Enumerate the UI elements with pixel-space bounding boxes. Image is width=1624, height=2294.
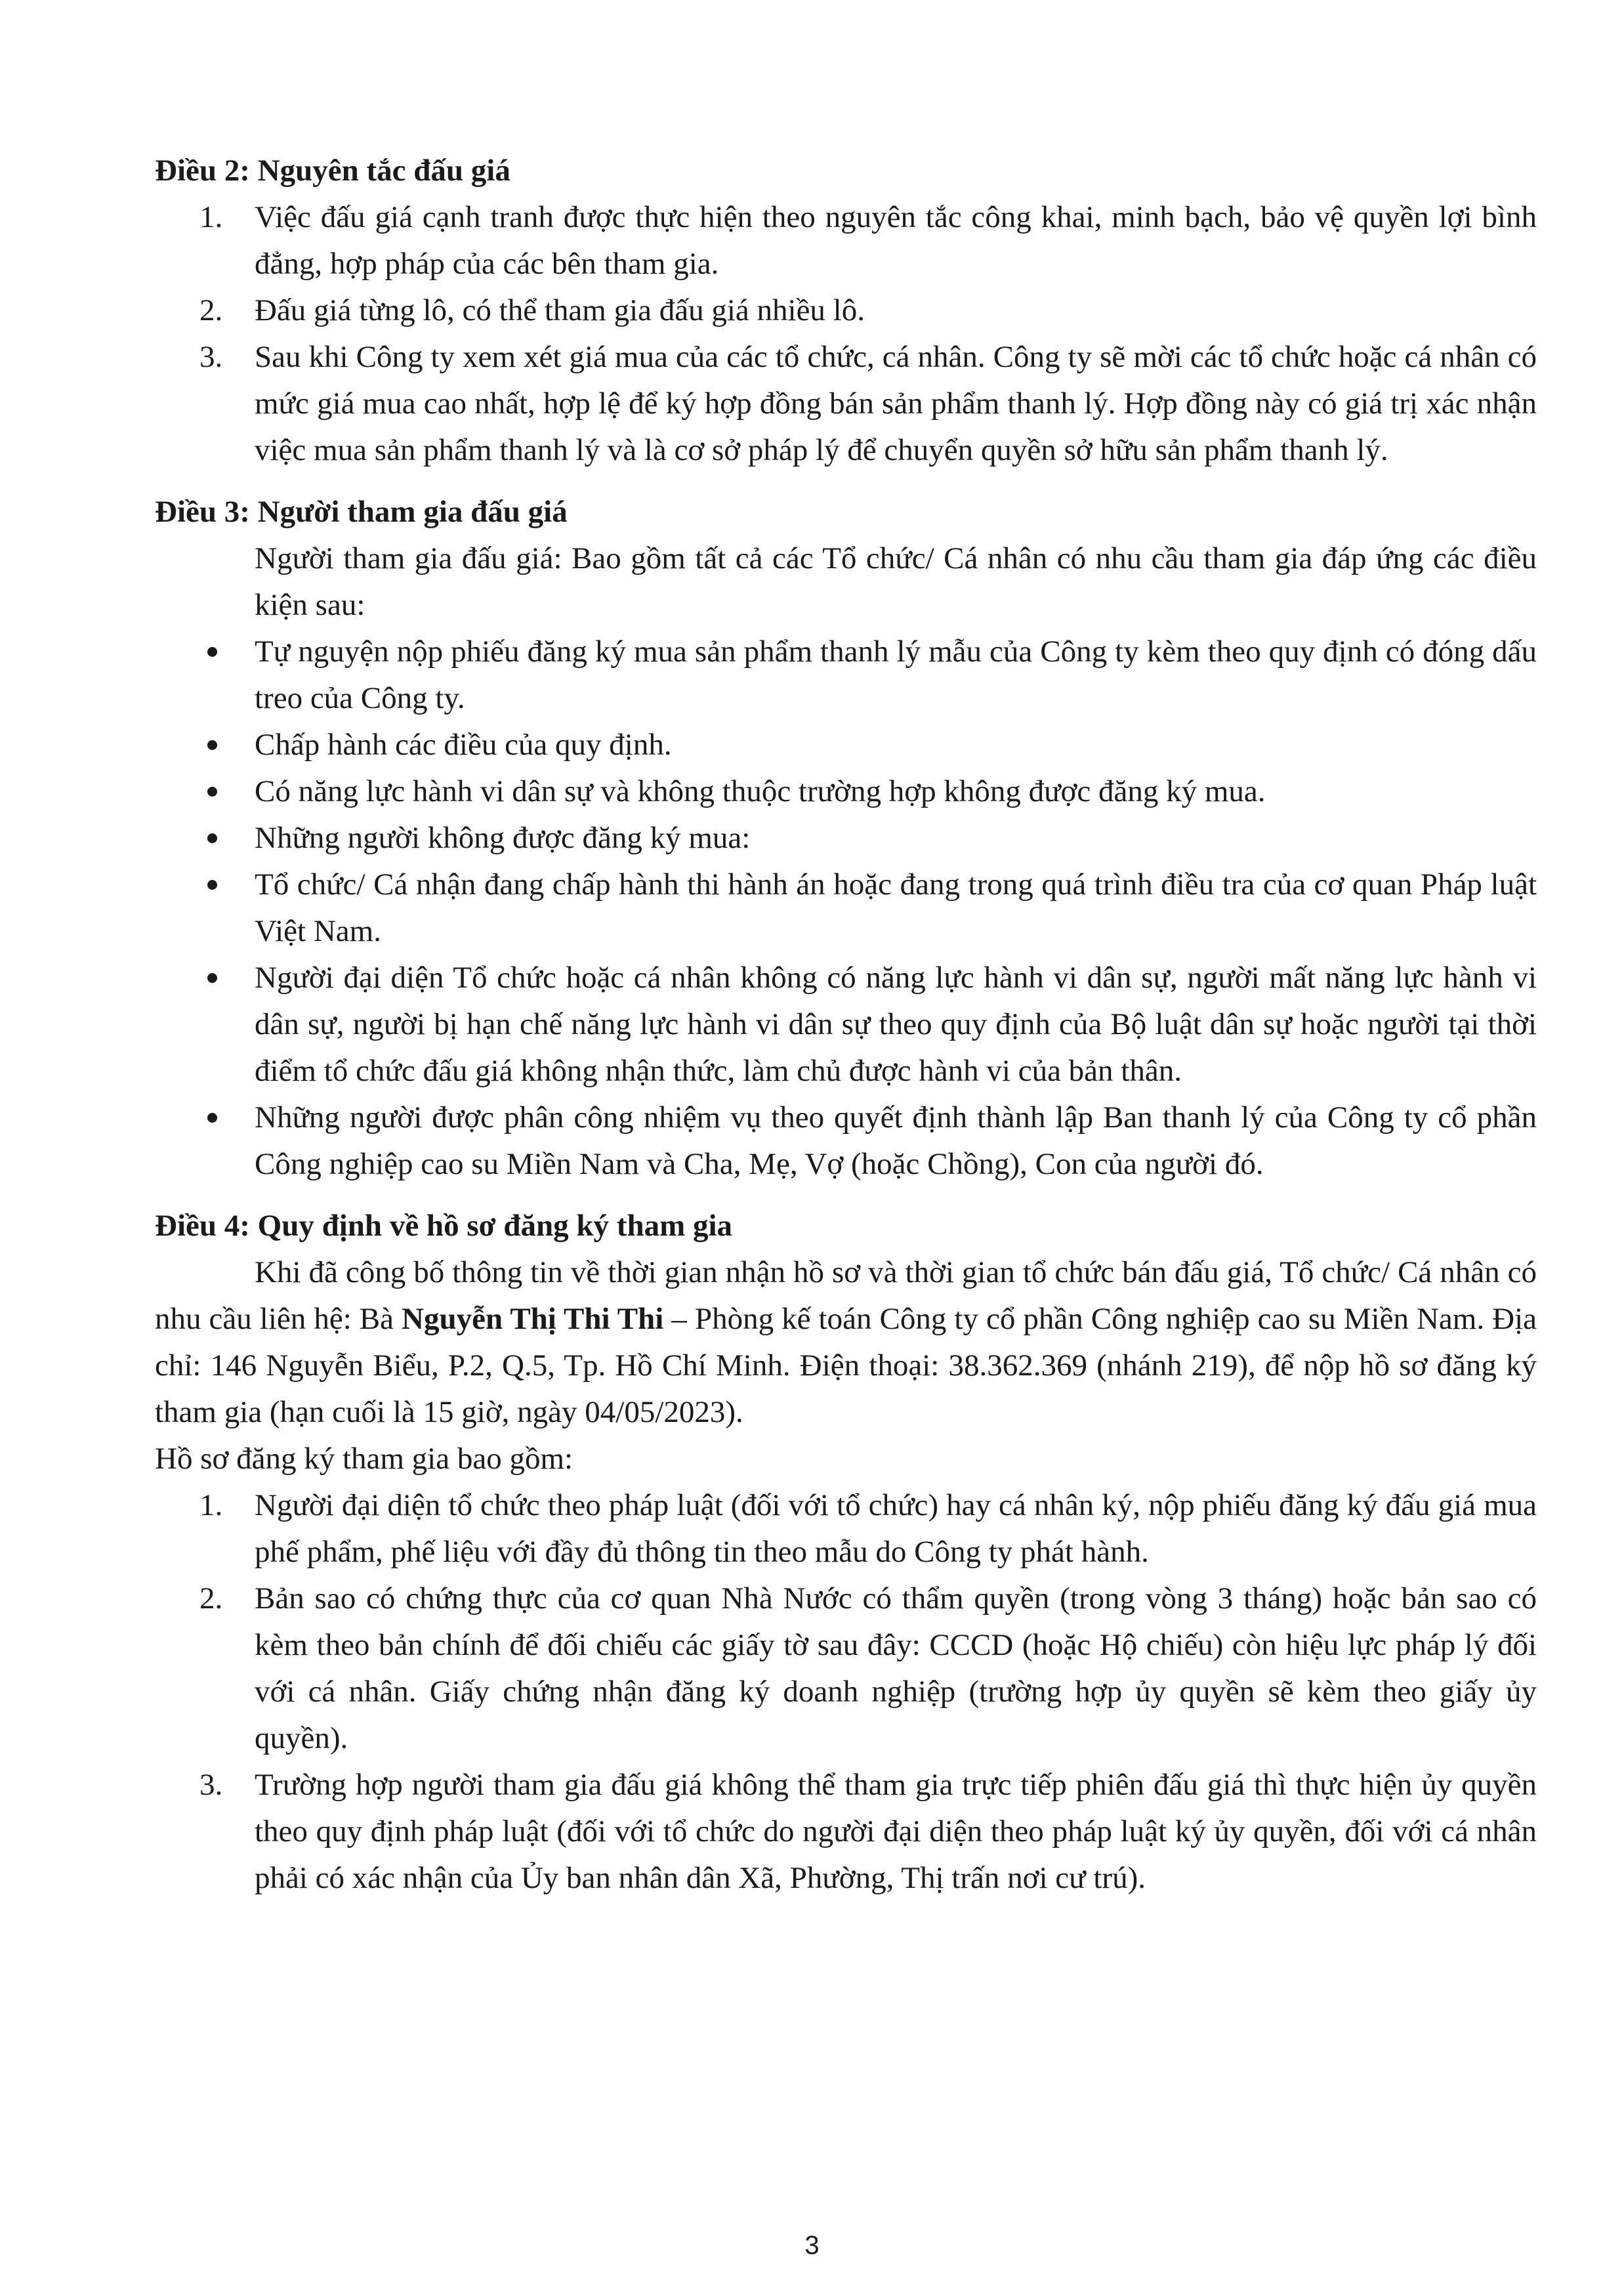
bullet-item xyxy=(155,815,1537,862)
article-4-item xyxy=(155,1482,1537,1575)
item-number: 1. xyxy=(199,200,223,234)
bullet-text: Có năng lực hành vi dân sự và không thuộc trường hợp không được đăng ký mua. xyxy=(255,774,1266,808)
article-2-item xyxy=(155,334,1537,474)
bullet-text: Những người không được đăng ký mua: xyxy=(255,821,751,855)
article-3-heading: Điều 3: Người tham gia đấu giá xyxy=(155,495,568,529)
page-content xyxy=(155,148,1537,1902)
bullet-text: Tự nguyện nộp phiếu đăng ký mua sản phẩm thanh lý mẫu của Công ty kèm theo quy định có đóng dấu treo của Công ty. xyxy=(255,635,1537,715)
article-2-item xyxy=(155,287,1537,334)
bullet-text: Tổ chức/ Cá nhận đang chấp hành thi hành án hoặc đang trong quá trình điều tra của cơ quan Pháp luật Việt Nam. xyxy=(255,867,1537,948)
article-4-heading: Điều 4: Quy định về hồ sơ đăng ký tham gia xyxy=(155,1209,733,1243)
article-4-subintro: Hồ sơ đăng ký tham gia bao gồm: xyxy=(155,1442,573,1476)
item-text: Người đại diện tổ chức theo pháp luật (đối với tổ chức) hay cá nhân ký, nộp phiếu đăng ký đấu giá mua phế phẩm, phế liệu với đầy đủ thông tin theo mẫu do Công ty phát hành. xyxy=(255,1488,1537,1569)
bullet-item xyxy=(155,722,1537,768)
article-4-list xyxy=(155,1482,1537,1902)
article-4-item xyxy=(155,1762,1537,1902)
article-2-heading: Điều 2: Nguyên tắc đấu giá xyxy=(155,154,510,188)
contact-name: Nguyễn Thị Thi Thi xyxy=(402,1302,664,1336)
item-number: 3. xyxy=(199,340,223,374)
bullet-item xyxy=(155,1095,1537,1188)
bullet-text: Những người được phân công nhiệm vụ theo quyết định thành lập Ban thanh lý của Công ty cổ phần Công nghiệp cao su Miền Nam và Cha, Mẹ, Vợ (hoặc Chồng), Con của người đó. xyxy=(255,1100,1537,1181)
bullet-icon xyxy=(207,973,217,983)
bullet-icon xyxy=(207,880,217,890)
paragraph-text: Khi đã công bố thông tin về thời gian nhận hồ sơ và thời gian tổ chức bán đấu giá, Tổ chức/ Cá nhân có nhu cầu liên hệ: Bà xyxy=(155,1255,1537,1336)
item-text: Trường hợp người tham gia đấu giá không thể tham gia trực tiếp phiên đấu giá thì thực hiện ủy quyền theo quy định pháp luật (đối với tổ chức do người đại diện theo pháp luật ký ủy quyền, đối với cá nhân phải có xác nhận của Ủy ban nhân dân Xã, Phường, Thị trấn nơi cư trú). xyxy=(255,1768,1537,1895)
item-number: 2. xyxy=(199,1581,223,1616)
bullet-icon xyxy=(207,1113,217,1123)
item-text: Việc đấu giá cạnh tranh được thực hiện theo nguyên tắc công khai, minh bạch, bảo vệ quyền lợi bình đẳng, hợp pháp của các bên tham gia. xyxy=(255,200,1537,281)
article-2-list xyxy=(155,194,1537,474)
bullet-item xyxy=(155,629,1537,722)
item-text: Sau khi Công ty xem xét giá mua của các tổ chức, cá nhân. Công ty sẽ mời các tổ chức hoặc cá nhân có mức giá mua cao nhất, hợp lệ để ký hợp đồng bán sản phẩm thanh lý. Hợp đồng này có giá trị xác nhận việc mua sản phẩm thanh lý và là cơ sở pháp lý để chuyển quyền sở hữu sản phẩm thanh lý. xyxy=(255,340,1537,467)
bullet-text: Chấp hành các điều của quy định. xyxy=(255,728,672,762)
bullet-text: Người đại diện Tổ chức hoặc cá nhân không có năng lực hành vi dân sự, người mất năng lực hành vi dân sự, người bị hạn chế năng lực hành vi dân sự theo quy định của Bộ luật dân sự hoặc người tại thời điểm tổ chức đấu giá không nhận thức, làm chủ được hành vi của bản thân. xyxy=(255,961,1537,1088)
item-number: 3. xyxy=(199,1768,223,1802)
article-4-paragraph xyxy=(155,1249,1537,1436)
page-number: 3 xyxy=(804,2231,820,2260)
article-4-item xyxy=(155,1575,1537,1762)
bullet-icon xyxy=(207,647,217,657)
bullet-icon xyxy=(207,833,217,843)
item-text: Đấu giá từng lô, có thể tham gia đấu giá nhiều lô. xyxy=(255,293,865,327)
bullet-item xyxy=(155,862,1537,955)
bullet-icon xyxy=(207,787,217,797)
bullet-item xyxy=(155,955,1537,1095)
item-number: 2. xyxy=(199,293,223,327)
article-3-intro: Người tham gia đấu giá: Bao gồm tất cả các Tổ chức/ Cá nhân có nhu cầu tham gia đáp ứng các điều kiện sau: xyxy=(255,541,1537,622)
item-text: Bản sao có chứng thực của cơ quan Nhà Nước có thẩm quyền (trong vòng 3 tháng) hoặc bản sao có kèm theo bản chính để đối chiếu các giấy tờ sau đây: CCCD (hoặc Hộ chiếu) còn hiệu lực pháp lý đối với cá nhân. Giấy chứng nhận đăng ký doanh nghiệp (trường hợp ủy quyền sẽ kèm theo giấy ủy quyền). xyxy=(255,1581,1537,1755)
article-2-item xyxy=(155,194,1537,287)
article-3-bullets xyxy=(155,629,1537,1188)
bullet-icon xyxy=(207,740,217,750)
bullet-item xyxy=(155,768,1537,815)
paragraph-text: – Phòng kế toán Công ty cổ phần Công nghiệp cao su Miền Nam. Địa chỉ: 146 Nguyễn Biểu, P.2, Q.5, Tp. Hồ Chí Minh. Điện thoại: 38.362.369 (nhánh 219), để nộp hồ sơ đăng ký tham gia (hạn cuối là 15 giờ, ngày 04/05/2023). xyxy=(155,1302,1537,1429)
item-number: 1. xyxy=(199,1488,223,1522)
